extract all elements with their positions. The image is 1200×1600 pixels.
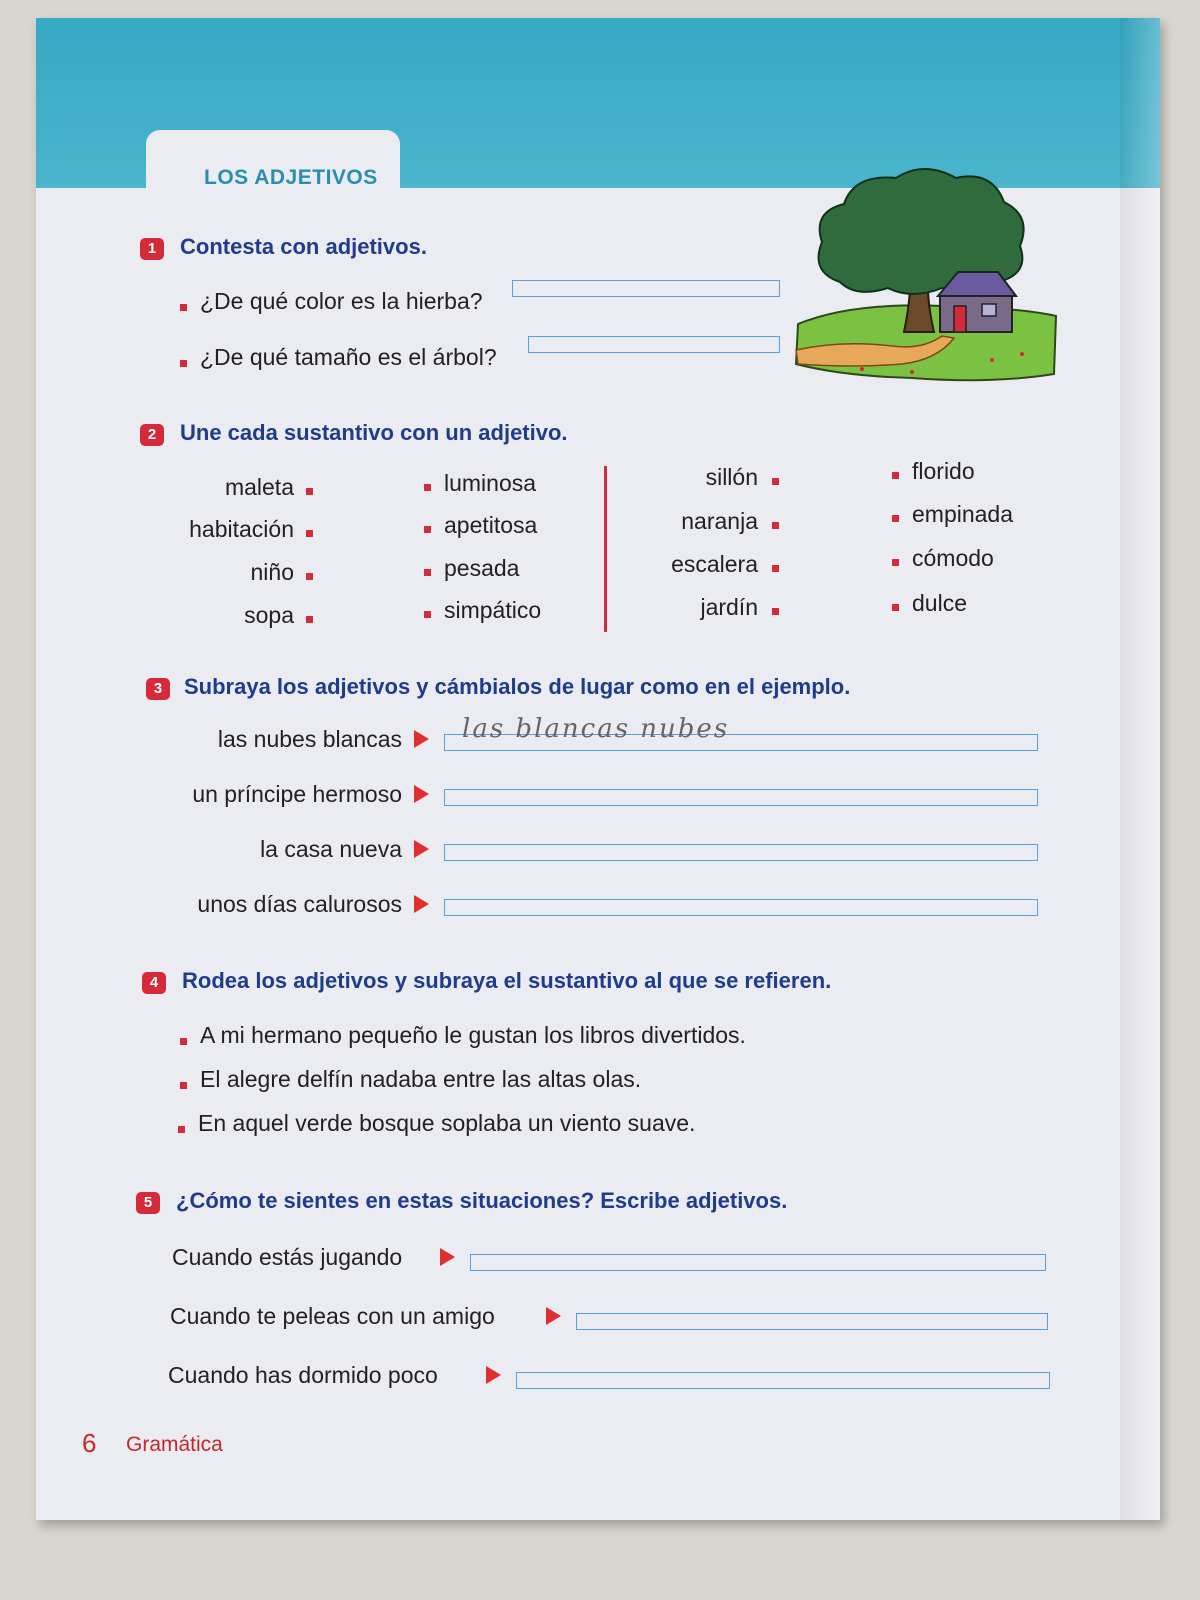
exercise-number-3: 3 (146, 678, 170, 700)
adjective-word: simpático (444, 597, 542, 623)
answer-line[interactable] (512, 280, 780, 297)
bullet-icon[interactable] (772, 522, 779, 529)
answer-line[interactable] (444, 789, 1038, 806)
phrase-text: un príncipe hermoso (192, 781, 402, 807)
arrow-right-icon (414, 730, 429, 748)
noun-word: habitación (189, 516, 294, 542)
bullet-icon (180, 1082, 187, 1089)
bullet-icon (180, 360, 187, 367)
sentence-text: A mi hermano pequeño le gustan los libros divertidos. (200, 1022, 746, 1048)
answer-line[interactable] (444, 844, 1038, 861)
phrase-text: la casa nueva (260, 836, 402, 862)
bullet-icon[interactable] (306, 616, 313, 623)
adjective-word: apetitosa (444, 512, 538, 538)
bullet-icon[interactable] (306, 530, 313, 537)
answer-line[interactable] (528, 336, 780, 353)
example-answer: las blancas nubes (462, 714, 730, 744)
bullet-icon[interactable] (892, 604, 899, 611)
bullet-icon[interactable] (892, 515, 899, 522)
phrase-text: las nubes blancas (217, 726, 402, 752)
bullet-icon[interactable] (424, 484, 431, 491)
workbook-page (36, 18, 1160, 1520)
noun-word: sopa (244, 602, 294, 628)
adjective-word: cómodo (912, 545, 994, 571)
bullet-icon[interactable] (892, 559, 899, 566)
bullet-icon[interactable] (772, 565, 779, 572)
prompt-text: Cuando has dormido poco (168, 1362, 438, 1388)
adjective-word: florido (912, 458, 975, 484)
answer-line[interactable] (576, 1313, 1048, 1330)
arrow-right-icon (414, 840, 429, 858)
bullet-icon[interactable] (772, 608, 779, 615)
prompt-text: Cuando estás jugando (172, 1244, 403, 1270)
exercise-title-4: Rodea los adjetivos y subraya el sustantivo al que se refieren. (182, 968, 832, 993)
bullet-icon[interactable] (772, 478, 779, 485)
exercise-number-4: 4 (142, 972, 166, 994)
sentence-text: El alegre delfín nadaba entre las altas olas. (200, 1066, 642, 1092)
section-title: LOS ADJETIVOS (204, 166, 378, 189)
noun-word: escalera (671, 551, 758, 577)
sentence-text: En aquel verde bosque soplaba un viento suave. (198, 1110, 696, 1136)
adjective-word: luminosa (444, 470, 537, 496)
exercise-number-2: 2 (140, 424, 164, 446)
section-tab (146, 130, 400, 200)
prompt-text: Cuando te peleas con un amigo (170, 1303, 495, 1329)
tree-house-icon (792, 164, 1060, 394)
bullet-icon[interactable] (424, 569, 431, 576)
section-footer: Gramática (126, 1433, 223, 1456)
adjective-word: dulce (912, 590, 967, 616)
noun-word: jardín (700, 594, 758, 620)
bullet-icon (180, 304, 187, 311)
arrow-right-icon (440, 1248, 455, 1266)
exercise-number-1: 1 (140, 238, 164, 260)
exercise-title-1: Contesta con adjetivos. (180, 234, 427, 259)
arrow-right-icon (414, 895, 429, 913)
exercise-title-3: Subraya los adjetivos y cámbialos de lugar como en el ejemplo. (184, 674, 851, 699)
bullet-icon (178, 1126, 185, 1133)
arrow-right-icon (486, 1366, 501, 1384)
phrase-text: unos días calurosos (197, 891, 402, 917)
bullet-icon[interactable] (306, 488, 313, 495)
bullet-icon[interactable] (424, 611, 431, 618)
answer-line[interactable] (470, 1254, 1046, 1271)
adjective-word: pesada (444, 555, 520, 581)
question-text: ¿De qué color es la hierba? (200, 288, 483, 314)
answer-line[interactable] (516, 1372, 1050, 1389)
exercise-number-5: 5 (136, 1192, 160, 1214)
page-edge-shadow (1120, 18, 1160, 1520)
bullet-icon[interactable] (424, 526, 431, 533)
exercise-title-5: ¿Cómo te sientes en estas situaciones? Escribe adjetivos. (176, 1188, 788, 1213)
question-text: ¿De qué tamaño es el árbol? (200, 344, 497, 370)
noun-word: sillón (705, 464, 758, 490)
page-number: 6 (82, 1428, 97, 1458)
bullet-icon (180, 1038, 187, 1045)
arrow-right-icon (546, 1307, 561, 1325)
column-divider (604, 466, 607, 632)
bullet-icon[interactable] (892, 472, 899, 479)
arrow-right-icon (414, 785, 429, 803)
bullet-icon[interactable] (306, 573, 313, 580)
adjective-word: empinada (912, 501, 1014, 527)
noun-word: niño (250, 559, 294, 585)
answer-line[interactable] (444, 899, 1038, 916)
noun-word: naranja (681, 508, 758, 534)
exercise-title-2: Une cada sustantivo con un adjetivo. (180, 420, 568, 445)
noun-word: maleta (224, 474, 294, 500)
